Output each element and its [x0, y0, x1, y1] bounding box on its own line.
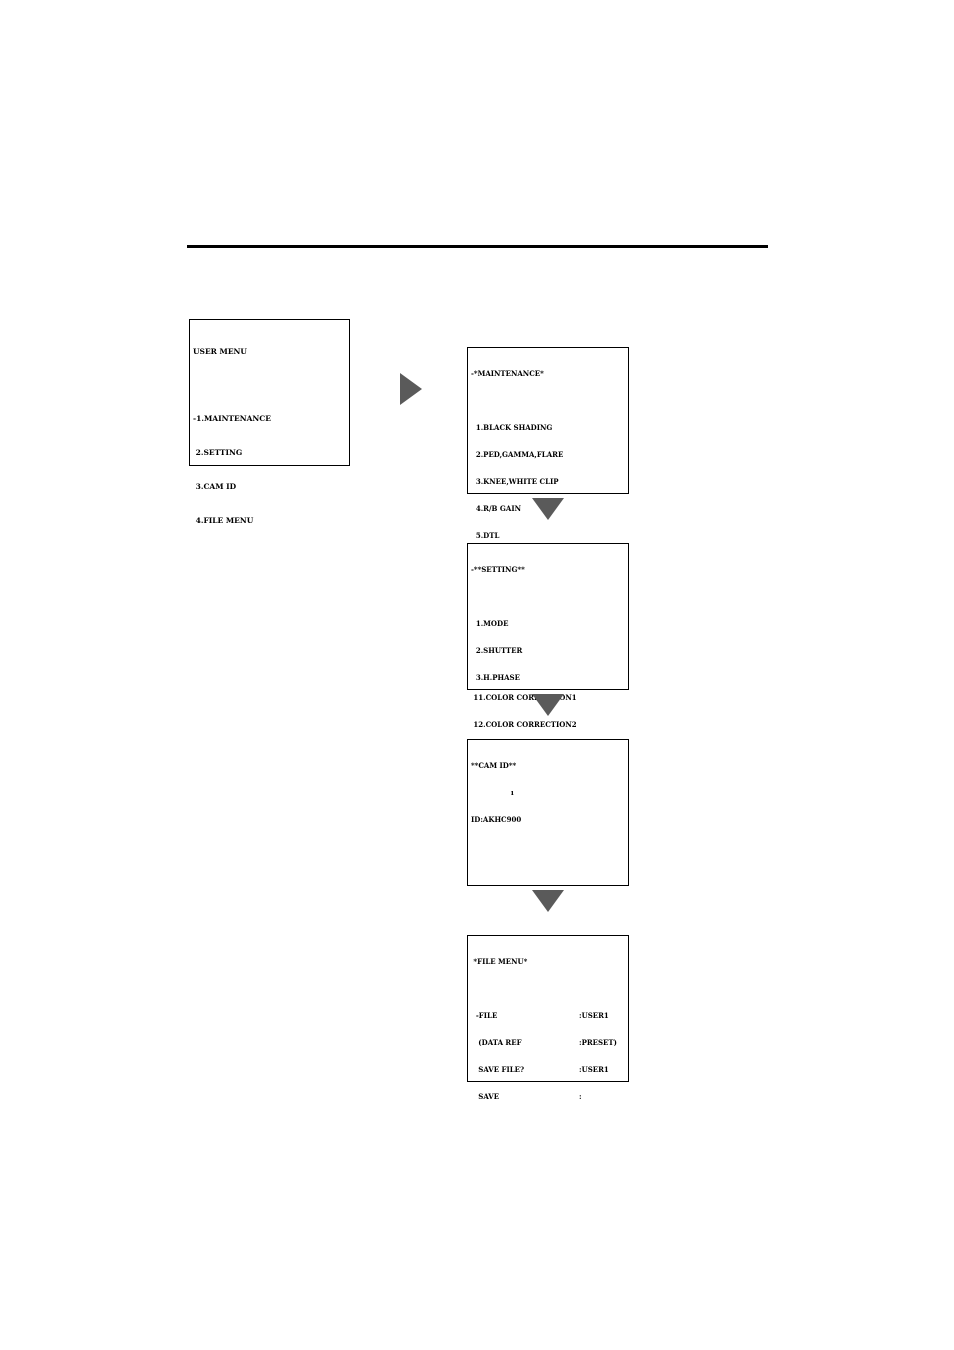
maintenance-item[interactable]: 12.COLOR CORRECTION2 [471, 720, 577, 729]
maintenance-item[interactable]: 11.COLOR CORRECTION1 [471, 693, 577, 702]
file-menu-row-save[interactable] [471, 1092, 625, 1101]
user-menu-title: USER MENU [193, 346, 247, 356]
file-menu-label: (DATA REF [471, 1038, 522, 1047]
maintenance-item[interactable]: 2.PED,GAMMA,FLARE [471, 450, 564, 459]
arrow-down-icon [532, 890, 564, 912]
file-menu-row-data-ref [471, 1038, 625, 1047]
file-menu-row-file[interactable] [471, 1011, 625, 1020]
arrow-down-icon [532, 694, 564, 716]
user-menu-item-cam-id[interactable]: 3.CAM ID [193, 482, 237, 492]
maintenance-item[interactable]: 1.BLACK SHADING [471, 423, 553, 432]
file-menu-value: :PRESET) [579, 1038, 617, 1047]
file-menu-label: SAVE [471, 1092, 500, 1101]
header-rule [187, 245, 768, 248]
user-menu-screen [189, 319, 350, 526]
maintenance-item[interactable]: 5.DTL [471, 531, 500, 540]
cam-id-title: **CAM ID** [471, 761, 517, 770]
file-menu-title: *FILE MENU* [471, 957, 528, 966]
user-menu-item-setting[interactable]: 2.SETTING [193, 448, 243, 458]
setting-item-mode[interactable]: 1.MODE [471, 619, 509, 628]
file-menu-value: :USER1 [579, 1011, 609, 1020]
setting-title: -**SETTING** [471, 565, 525, 574]
cursor-mark: ı [511, 788, 514, 797]
maintenance-title: -*MAINTENANCE* [471, 369, 544, 378]
setting-screen [467, 543, 629, 690]
setting-item-h-phase[interactable]: 3.H.PHASE [471, 673, 520, 682]
file-menu-value: : [579, 1092, 582, 1101]
file-menu-row-save-file[interactable] [471, 1065, 625, 1074]
user-menu-item-file-menu[interactable]: 4.FILE MENU [193, 516, 254, 526]
cam-id-screen [467, 739, 629, 886]
user-menu-item-maintenance[interactable]: -1.MAINTENANCE [193, 414, 271, 424]
file-menu-label: -FILE [471, 1011, 498, 1020]
maintenance-item[interactable]: 3.KNEE,WHITE CLIP [471, 477, 559, 486]
file-menu-value: :USER1 [579, 1065, 609, 1074]
arrow-right-icon [400, 373, 422, 405]
maintenance-item[interactable]: 4.R/B GAIN [471, 504, 521, 513]
arrow-down-icon [532, 498, 564, 520]
file-menu-screen [467, 935, 629, 1101]
cam-id-value[interactable]: ID:AKHC900 [471, 815, 522, 824]
file-menu-label: SAVE FILE? [471, 1065, 525, 1074]
setting-item-shutter[interactable]: 2.SHUTTER [471, 646, 523, 655]
